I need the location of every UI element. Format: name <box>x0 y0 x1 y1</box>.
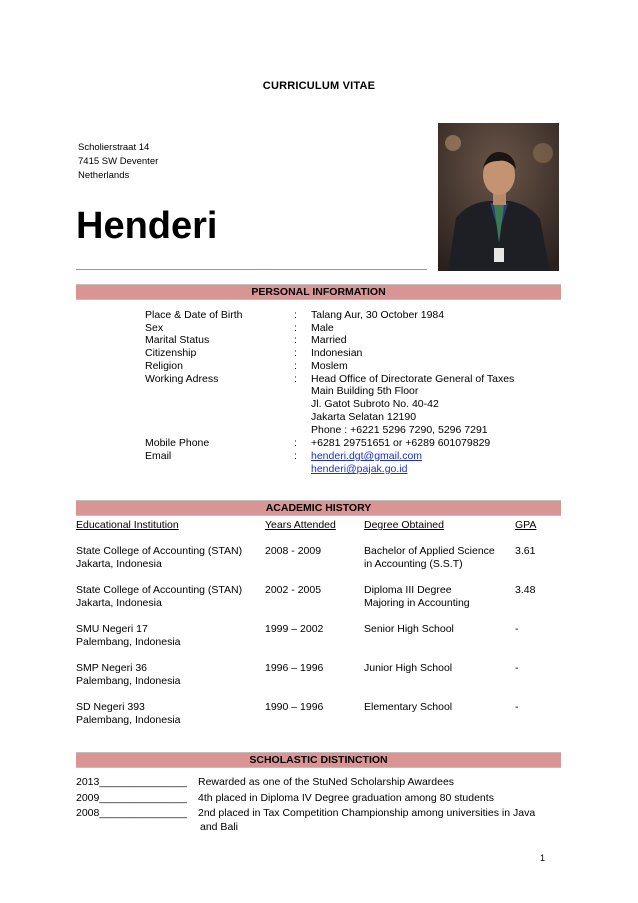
field-value: Head Office of Directorate General of Taxes <box>311 373 515 385</box>
field-label: Mobile Phone <box>145 437 210 449</box>
field-label: Email <box>145 450 172 462</box>
distinction-text: 2nd placed in Tax Competition Championship among universities in Java <box>198 807 536 819</box>
gpa: 3.48 <box>515 584 536 596</box>
field-label: Working Adress <box>145 373 219 385</box>
institution-location: Jakarta, Indonesia <box>76 558 162 570</box>
field-value: Moslem <box>311 360 348 372</box>
degree: Diploma III Degree <box>364 584 452 596</box>
distinction-year: 2013_______________ <box>76 776 187 788</box>
email-link[interactable]: henderi@pajak.go.id <box>311 463 408 475</box>
field-value: Male <box>311 322 334 334</box>
institution-location: Palembang, Indonesia <box>76 675 181 687</box>
column-header: Degree Obtained <box>364 519 444 531</box>
address-line: 7415 SW Deventer <box>78 156 159 167</box>
field-separator: : <box>294 360 297 372</box>
degree: Bachelor of Applied Science <box>364 545 495 557</box>
distinction-text: and Bali <box>200 821 238 833</box>
field-label: Sex <box>145 322 164 334</box>
field-separator: : <box>294 334 297 346</box>
field-value: Jl. Gatot Subroto No. 40-42 <box>311 398 439 410</box>
field-label: Marital Status <box>145 334 210 346</box>
portrait-image <box>438 123 559 271</box>
field-value: Married <box>311 334 347 346</box>
degree: Senior High School <box>364 623 454 635</box>
institution-name: State College of Accounting (STAN) <box>76 584 243 596</box>
scholastic-distinction-heading: SCHOLASTIC DISTINCTION <box>76 752 561 768</box>
field-separator: : <box>294 373 297 385</box>
distinction-year: 2009_______________ <box>76 792 187 804</box>
gpa: 3.61 <box>515 545 536 557</box>
field-label: Religion <box>145 360 183 372</box>
field-separator: : <box>294 437 297 449</box>
personal-info-heading: PERSONAL INFORMATION <box>76 284 561 300</box>
field-value: Talang Aur, 30 October 1984 <box>311 309 445 321</box>
gpa: - <box>515 662 519 674</box>
field-separator: : <box>294 450 297 462</box>
institution-name: SD Negeri 393 <box>76 701 145 713</box>
distinction-text: 4th placed in Diploma IV Degree graduation among 80 students <box>198 792 494 804</box>
field-separator: : <box>294 309 297 321</box>
field-value: Phone : +6221 5296 7290, 5296 7291 <box>311 424 488 436</box>
document-title: CURRICULUM VITAE <box>262 80 376 92</box>
institution-name: State College of Accounting (STAN) <box>76 545 243 557</box>
address-line: Scholierstraat 14 <box>78 142 150 153</box>
field-value: Jakarta Selatan 12190 <box>311 411 417 423</box>
years-attended: 1990 – 1996 <box>265 701 324 713</box>
years-attended: 2008 - 2009 <box>265 545 322 557</box>
institution-location: Jakarta, Indonesia <box>76 597 162 609</box>
degree: in Accounting (S.S.T) <box>364 558 463 570</box>
field-label: Place & Date of Birth <box>145 309 243 321</box>
field-label: Citizenship <box>145 347 197 359</box>
academic-history-heading: ACADEMIC HISTORY <box>76 500 561 516</box>
institution-location: Palembang, Indonesia <box>76 636 181 648</box>
address-line: Netherlands <box>78 170 130 181</box>
field-value: Main Building 5th Floor <box>311 385 419 397</box>
gpa: - <box>515 701 519 713</box>
column-header: GPA <box>515 519 537 531</box>
page-number: 1 <box>539 853 545 863</box>
institution-name: SMP Negeri 36 <box>76 662 148 674</box>
column-header: Educational Institution <box>76 519 179 531</box>
institution-location: Palembang, Indonesia <box>76 714 181 726</box>
name-divider <box>76 269 427 270</box>
field-value: +6281 29751651 or +6289 601079829 <box>311 437 491 449</box>
candidate-name: Henderi <box>76 205 218 247</box>
gpa: - <box>515 623 519 635</box>
years-attended: 1996 – 1996 <box>265 662 324 674</box>
years-attended: 2002 - 2005 <box>265 584 322 596</box>
column-header: Years Attended <box>265 519 336 531</box>
email-link[interactable]: henderi.dgt@gmail.com <box>311 450 423 462</box>
address-block <box>78 141 158 183</box>
degree: Junior High School <box>364 662 453 674</box>
distinction-text: Rewarded as one of the StuNed Scholarship Awardees <box>198 776 455 788</box>
distinction-year: 2008_______________ <box>76 807 187 819</box>
years-attended: 1999 – 2002 <box>265 623 324 635</box>
profile-photo <box>438 123 559 271</box>
degree: Elementary School <box>364 701 453 713</box>
institution-name: SMU Negeri 17 <box>76 623 148 635</box>
field-value: Indonesian <box>311 347 363 359</box>
field-separator: : <box>294 347 297 359</box>
degree: Majoring in Accounting <box>364 597 470 609</box>
field-separator: : <box>294 322 297 334</box>
